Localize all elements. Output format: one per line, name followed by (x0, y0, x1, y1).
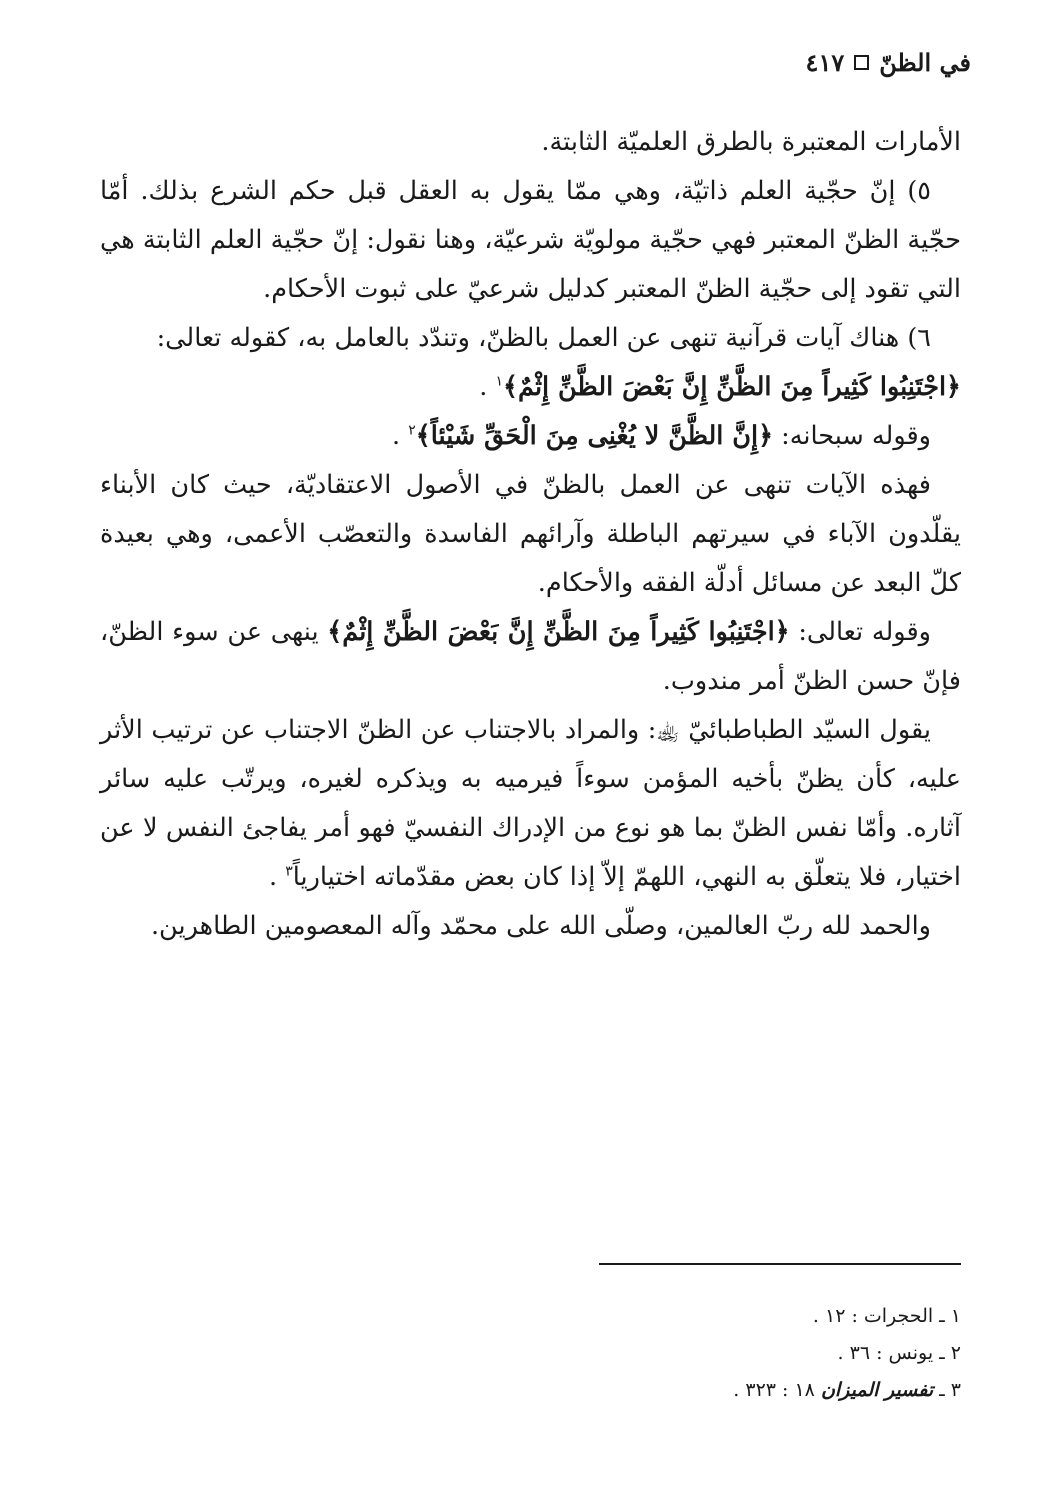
square-ornament-icon (854, 55, 869, 70)
paragraph-6-text: ٦) هناك آيات قرآنية تنهى عن العمل بالظنّ، وتندّد بالعامل به، كقوله تعالى: (156, 323, 931, 353)
paragraph-9 (100, 608, 961, 706)
paragraph-7 (100, 412, 961, 461)
paragraph-continuation: الأمارات المعتبرة بالطرق العلميّة الثابتة. (541, 127, 961, 157)
paragraph-9-text-a: وقوله تعالى: (798, 617, 931, 647)
footnote-3-title: تفسير الميزان (820, 1379, 934, 1401)
page-number: ٤١٧ (805, 48, 845, 77)
footnote-3-prefix: ٣ ـ (939, 1379, 961, 1401)
paragraph-9-text-b: ينهى عن سوء الظنّ، فإنّ حسن الظنّ أمر مندوب. (100, 617, 961, 696)
paragraph-11: والحمد لله ربّ العالمين، وصلّى الله على محمّد وآله المعصومين الطاهرين. (150, 911, 931, 941)
quran-verse-1: ﴿اجْتَنِبُوا كَثِيراً مِنَ الظَّنِّ إِنَّ بَعْضَ الظَّنِّ إِثْمٌ﴾ (503, 372, 961, 402)
paragraph-7-end: . (392, 421, 401, 451)
paragraph-6-end: . (479, 372, 488, 402)
footnote-ref-2[interactable]: ٢ (408, 422, 416, 439)
quran-verse-2: ﴿إِنَّ الظَّنَّ لا يُغْنِى مِنَ الْحَقِّ شَيْئاً﴾ (415, 421, 774, 451)
footnote-3 (461, 1372, 961, 1409)
footnote-3-suffix: ١٨ : ٣٢٣ . (733, 1379, 815, 1401)
main-text (100, 118, 961, 951)
chapter-title: في الظنّ (879, 48, 971, 77)
footnote-1: ١ ـ الحجرات : ١٢ . (812, 1305, 961, 1327)
footnote-divider (599, 1263, 961, 1265)
footnote-ref-1[interactable]: ١ (495, 373, 504, 390)
running-head (806, 48, 971, 77)
paragraph-10-text: يقول السيّد الطباطبائيّ ﵀: والمراد بالاجتناب عن الظنّ الاجتناب عن ترتيب الأثر عليه، كأن يظنّ بأخيه المؤمن سوءاً فيرميه به ويذكره لغيره، ويرتّب عليه سائر آثاره. وأمّا نفس الظنّ بما هو نوع من الإدراك النفسيّ فهو أمر يفاجئ النفس لا عن اختيار، فلا يتعلّق به النهي، اللهمّ إلاّ إذا كان بعض مقدّماته اختيارياً (100, 715, 961, 892)
paragraph-6 (100, 314, 961, 412)
footnote-ref-3[interactable]: ٣ (285, 863, 293, 880)
paragraph-10 (100, 706, 961, 902)
footnote-2: ٢ ـ يونس : ٣٦ . (837, 1342, 961, 1364)
paragraph-8: فهذه الآيات تنهى عن العمل بالظنّ في الأصول الاعتقاديّة، حيث كان الأبناء يقلّدون الآباء في سيرتهم الباطلة وآرائهم الفاسدة والتعصّب الأعمى، وهي بعيدة كلّ البعد عن مسائل أدلّة الفقه والأحكام. (100, 470, 961, 598)
paragraph-10-end: . (268, 862, 278, 892)
quran-verse-3: ﴿اجْتَنِبُوا كَثِيراً مِنَ الظَّنِّ إِنَّ بَعْضَ الظَّنِّ إِثْمٌ﴾ (327, 617, 790, 647)
paragraph-7-text: وقوله سبحانه: (781, 421, 931, 451)
footnotes (461, 1298, 961, 1409)
paragraph-5: ٥) إنّ حجّية العلم ذاتيّة، وهي ممّا يقول به العقل قبل حكم الشرع بذلك. أمّا حجّية الظنّ المعتبر فهي حجّية مولويّة شرعيّة، وهنا نقول: إنّ حجّية العلم الثابتة هي التي تقود إلى حجّية الظنّ المعتبر كدليل شرعيّ على ثبوت الأحكام. (100, 176, 961, 304)
